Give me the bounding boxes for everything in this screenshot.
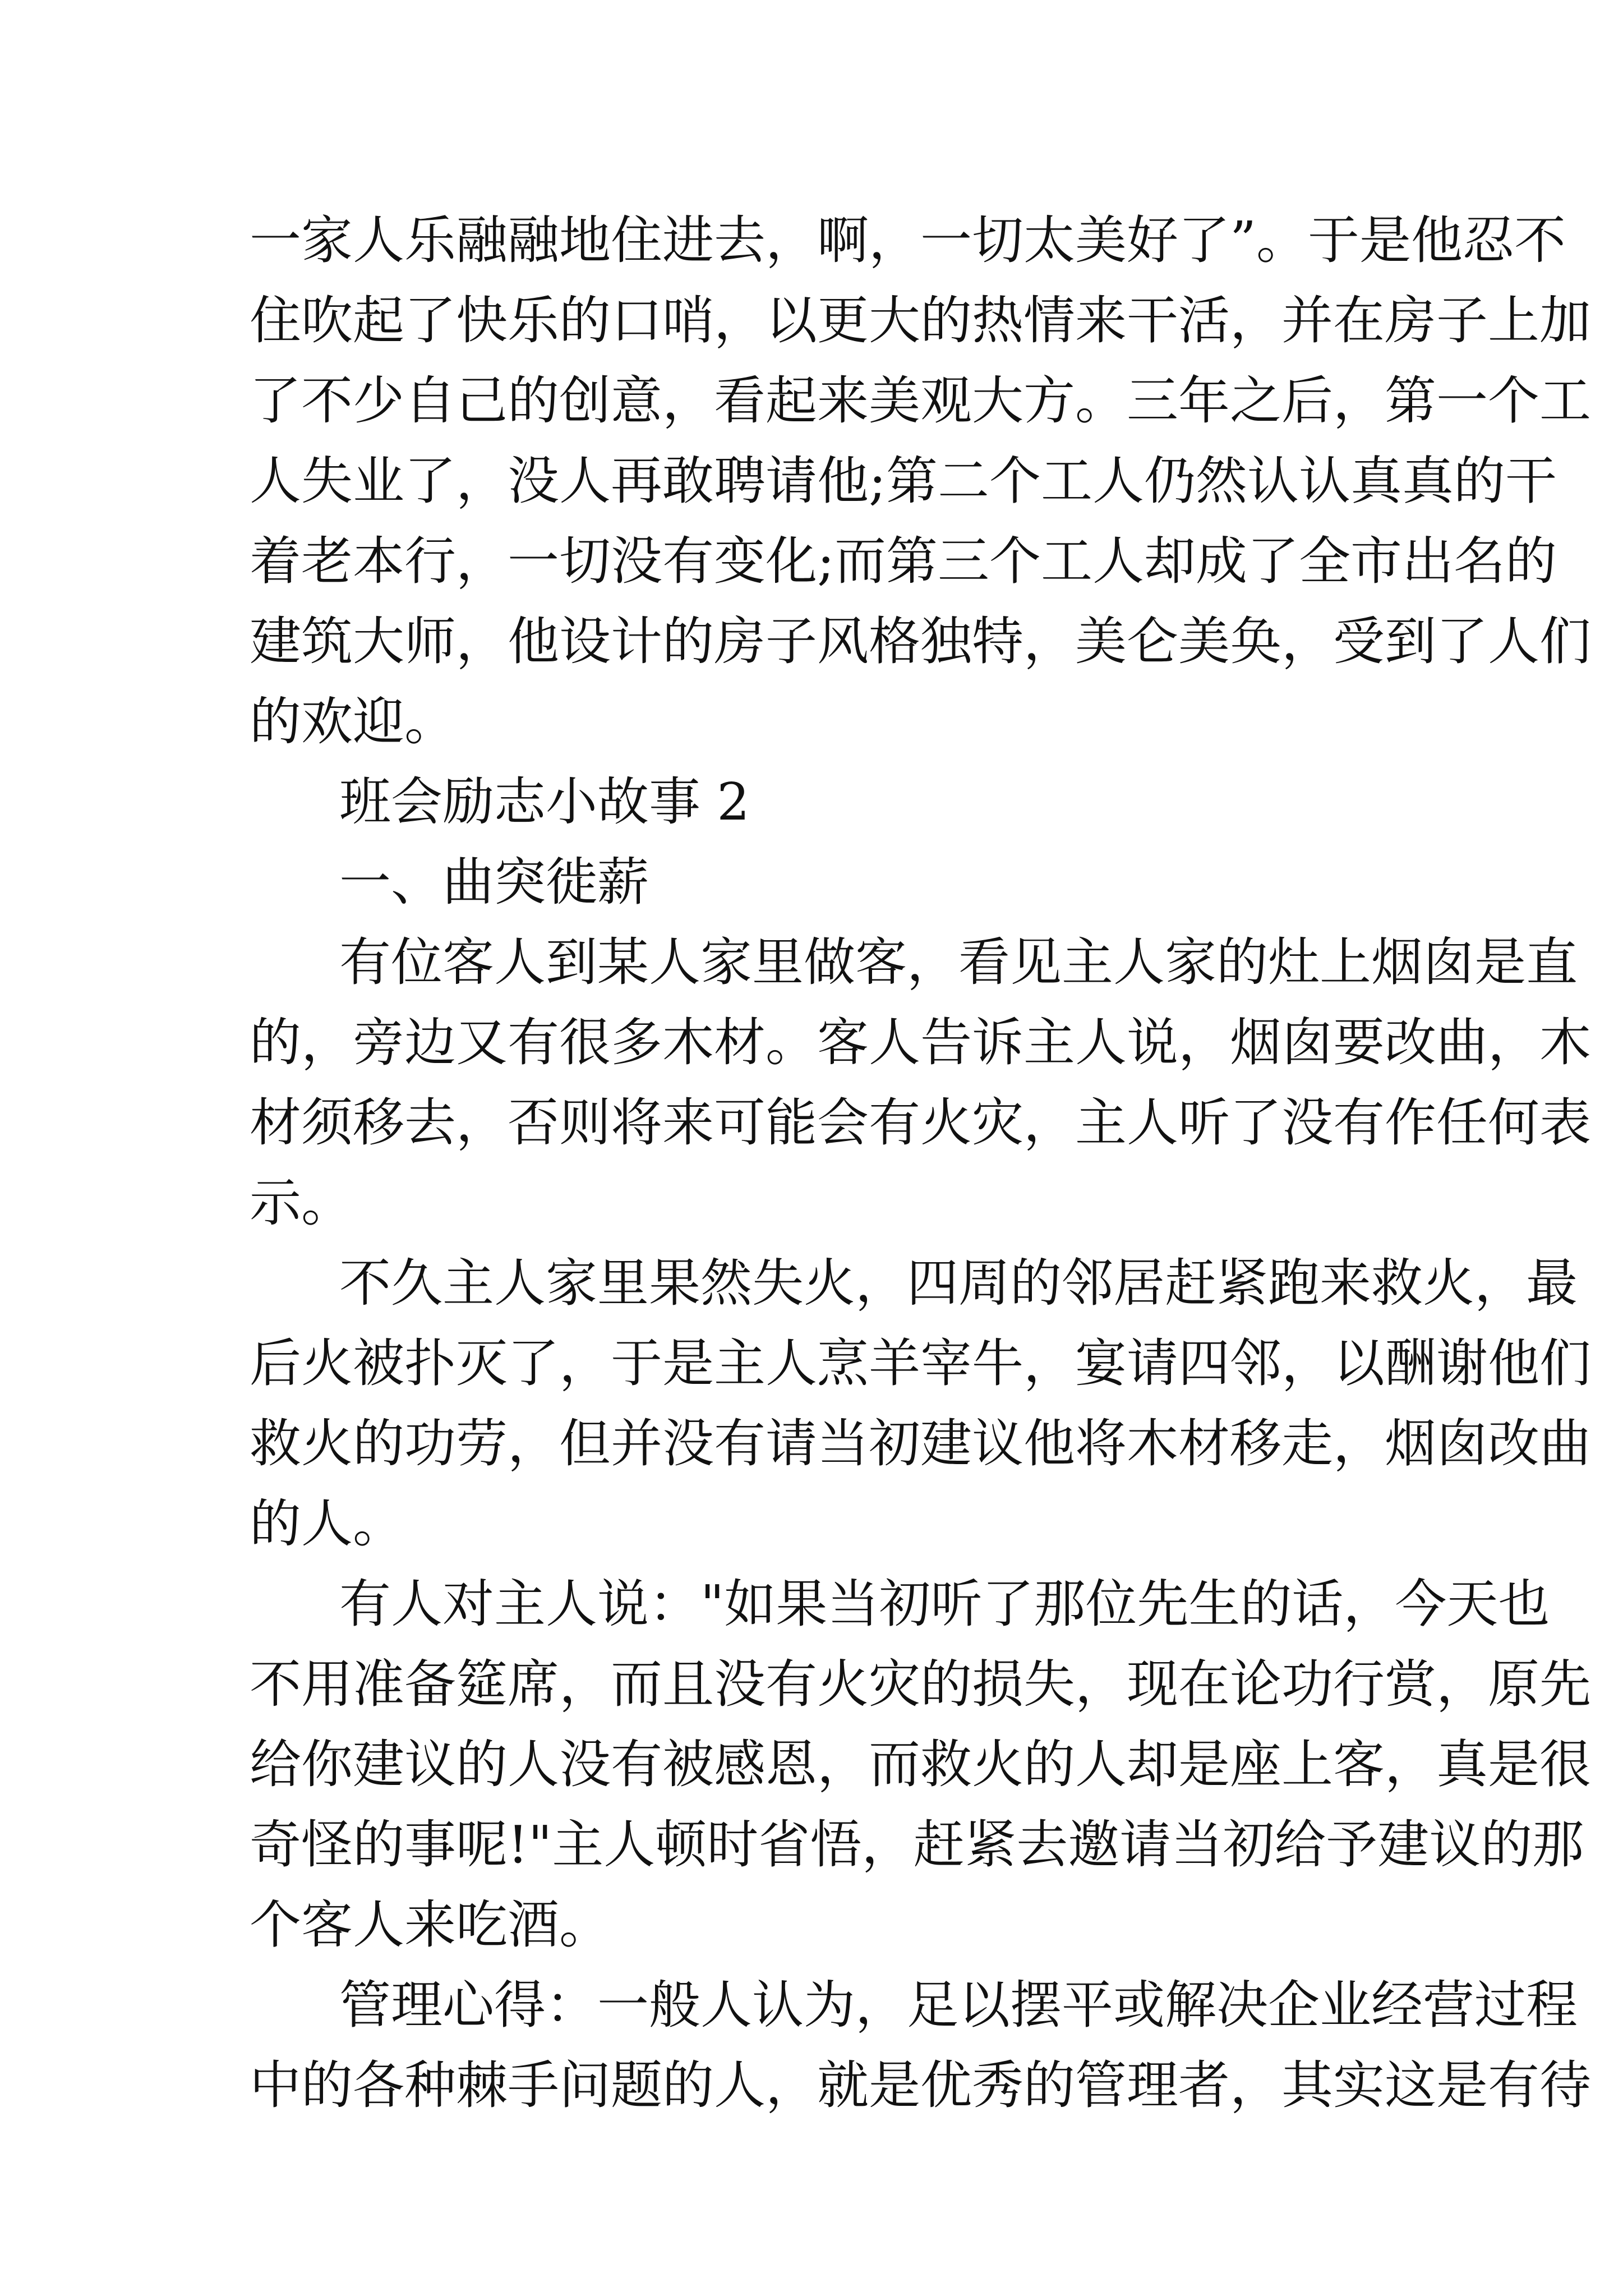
text-line: 的欢迎。 xyxy=(250,692,457,752)
story-title: 一、曲突徙薪 xyxy=(339,852,649,912)
text-line: 了不少自己的创意，看起来美观大方。三年之后，第一个工 xyxy=(250,371,1592,431)
paragraph-line: 有位客人到某人家里做客，看见主人家的灶上烟囱是直 xyxy=(339,932,1578,992)
paragraph-line: 有人对主人说："如果当初听了那位先生的话，今天也 xyxy=(339,1574,1550,1634)
text-line: 着老本行，一切没有变化;而第三个工人却成了全市出名的 xyxy=(250,531,1557,591)
section-heading: 班会励志小故事 2 xyxy=(339,772,750,832)
paragraph-line: 个客人来吃酒。 xyxy=(250,1895,611,1955)
paragraph-line: 中的各种棘手问题的人，就是优秀的管理者，其实这是有待 xyxy=(250,2055,1592,2115)
paragraph-line: 奇怪的事呢!"主人顿时省悟，赶紧去邀请当初给予建议的那 xyxy=(250,1815,1584,1875)
paragraph-line: 的，旁边又有很多木材。客人告诉主人说，烟囱要改曲，木 xyxy=(250,1013,1592,1073)
text-line: 一家人乐融融地住进去，啊，一切太美好了”。于是他忍不 xyxy=(250,210,1566,270)
text-line: 人失业了，没人再敢聘请他;第二个工人仍然认认真真的干 xyxy=(250,451,1557,511)
text-line: 建筑大师，他设计的房子风格独特，美仑美奂，受到了人们 xyxy=(250,611,1592,671)
paragraph-line: 的人。 xyxy=(250,1494,405,1554)
paragraph-line: 材须移去，否则将来可能会有火灾，主人听了没有作任何表 xyxy=(250,1093,1592,1153)
paragraph-line: 给你建议的人没有被感恩，而救火的人却是座上客，真是很 xyxy=(250,1734,1592,1795)
paragraph-line: 后火被扑灭了，于是主人烹羊宰牛，宴请四邻，以酬谢他们 xyxy=(250,1333,1592,1393)
paragraph-line: 不久主人家里果然失火，四周的邻居赶紧跑来救火，最 xyxy=(339,1253,1578,1313)
paragraph-line: 救火的功劳，但并没有请当初建议他将木材移走，烟囱改曲 xyxy=(250,1414,1592,1474)
paragraph-line: 管理心得：一般人认为，足以摆平或解决企业经营过程 xyxy=(339,1975,1578,2035)
text-line: 住吹起了快乐的口哨，以更大的热情来干活，并在房子上加 xyxy=(250,291,1592,351)
paragraph-line: 示。 xyxy=(250,1173,353,1233)
paragraph-line: 不用准备筵席，而且没有火灾的损失，现在论功行赏，原先 xyxy=(250,1654,1592,1714)
